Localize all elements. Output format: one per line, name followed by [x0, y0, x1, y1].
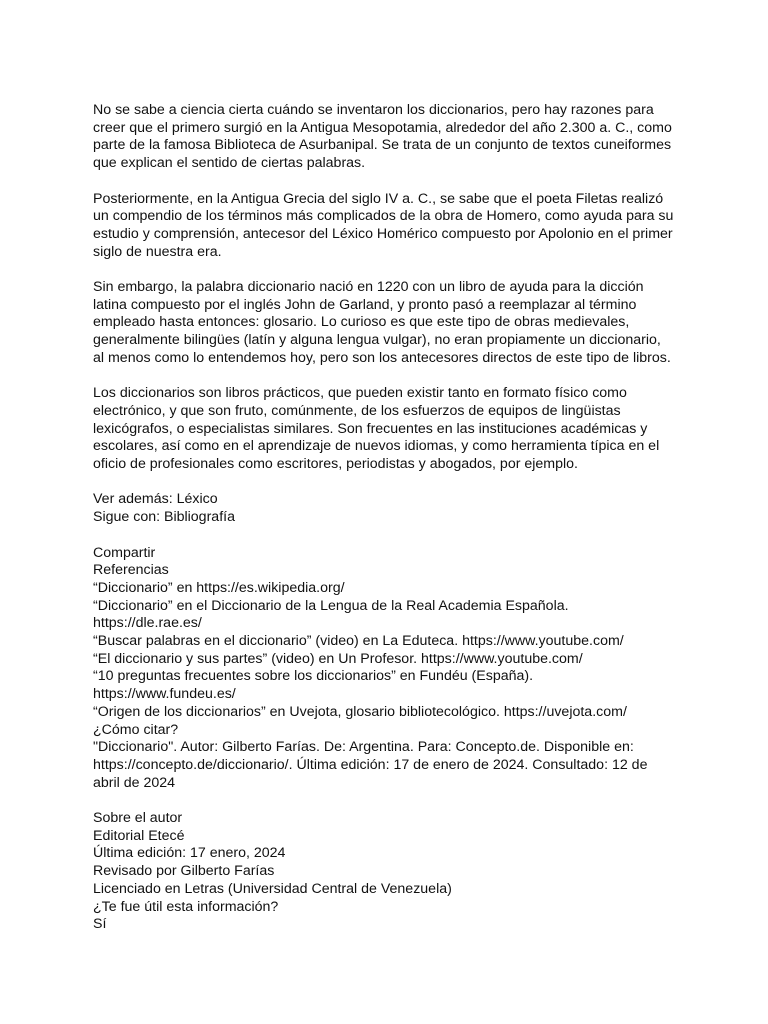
citation-text: https://concepto.de/diccionario/. Última edición: 17 de enero de 2024. Consultado: 12 de — [93, 756, 648, 773]
text-line: oficio de profesionales como escritores, periodistas y abogados, por ejemplo. — [93, 456, 579, 473]
text-line: Sin embargo, la palabra diccionario nació en 1220 con un libro de ayuda para la dicción — [93, 279, 644, 295]
reviewer-name: Revisado por Gilberto Farías — [93, 863, 275, 880]
citation-heading: ¿Cómo citar? — [93, 721, 179, 738]
last-edition-date: Última edición: 17 enero, 2024 — [93, 845, 286, 862]
share-button[interactable]: Compartir — [93, 544, 156, 561]
reference-item: “Diccionario” en https://es.wikipedia.org/ — [93, 579, 345, 596]
text-line: parte de la famosa Biblioteca de Asurbanipal. Se trata de un conjunto de textos cuneiformes — [93, 137, 672, 154]
paragraph-greece — [93, 191, 683, 262]
see-also-lexico-link[interactable]: Ver además: Léxico — [93, 491, 218, 508]
spacer — [93, 792, 683, 810]
document-page — [93, 102, 683, 934]
see-also-section — [93, 491, 683, 526]
feedback-yes-button[interactable]: Sí — [93, 916, 107, 933]
continue-bibliografia-link[interactable]: Sigue con: Bibliografía — [93, 509, 235, 526]
reference-item: “Origen de los diccionarios” en Uvejota, glosario bibliotecológico. https://uvejota.com/ — [93, 703, 627, 720]
text-line: al menos como lo entendemos hoy, pero son los antecesores directos de este tipo de libros. — [93, 349, 671, 366]
reference-item: “Diccionario” en el Diccionario de la Lengua de la Real Academia Española. — [93, 597, 569, 614]
text-line: Posteriormente, en la Antigua Grecia del siglo IV a. C., se sabe que el poeta Filetas realizó — [93, 190, 664, 207]
text-line: lexicógrafos, o especialistas similares. Son frecuentes en las instituciones académicas y — [93, 420, 648, 437]
citation-section — [93, 722, 683, 793]
paragraph-word-origin — [93, 279, 683, 368]
spacer — [93, 527, 683, 545]
paragraph-origins — [93, 102, 683, 173]
text-line: creer que el primero surgió en la Antigua Mesopotamia, alrededor del año 2.300 a. C., como — [93, 119, 672, 136]
text-line: generalmente bilingües (latín y alguna lengua vulgar), no eran propiamente un diccionario, — [93, 332, 661, 349]
reviewer-credentials: Licenciado en Letras (Universidad Central de Venezuela) — [93, 880, 452, 897]
citation-text: "Diccionario". Autor: Gilberto Farías. De: Argentina. Para: Concepto.de. Disponible en: — [93, 739, 634, 756]
text-line: Los diccionarios son libros prácticos, que pueden existir tanto en formato físico como — [93, 385, 627, 402]
reference-item: “El diccionario y sus partes” (video) en Un Profesor. https://www.youtube.com/ — [93, 650, 583, 667]
reference-item: “Buscar palabras en el diccionario” (video) en La Eduteca. https://www.youtube.com/ — [93, 633, 624, 650]
reference-item: https://dle.rae.es/ — [93, 615, 202, 632]
feedback-question: ¿Te fue útil esta información? — [93, 898, 279, 915]
text-line: siglo de nuestra era. — [93, 243, 222, 260]
references-section — [93, 545, 683, 722]
author-section — [93, 810, 683, 934]
citation-text: abril de 2024 — [93, 774, 176, 791]
text-line: que explican el sentido de ciertas palabras. — [93, 155, 366, 172]
paragraph-usage — [93, 385, 683, 474]
publisher-name: Editorial Etecé — [93, 827, 185, 844]
text-line: estudio y comprensión, antecesor del Léxico Homérico compuesto por Apolonio en el primer — [93, 225, 673, 242]
reference-item: “10 preguntas frecuentes sobre los diccionarios” en Fundéu (España). — [93, 668, 534, 685]
text-line: latina compuesto por el inglés John de Garland, y pronto pasó a reemplazar al término — [93, 296, 637, 313]
text-line: escolares, así como en el aprendizaje de nuevos idiomas, y como herramienta típica en el — [93, 438, 660, 455]
references-heading: Referencias — [93, 562, 169, 579]
text-line: un compendio de los términos más complicados de la obra de Homero, como ayuda para su — [93, 208, 674, 225]
text-line: No se sabe a ciencia cierta cuándo se inventaron los diccionarios, pero hay razones para — [93, 102, 654, 118]
article-body — [93, 102, 683, 474]
author-heading: Sobre el autor — [93, 810, 183, 827]
text-line: empleado hasta entonces: glosario. Lo curioso es que este tipo de obras medievales, — [93, 314, 630, 331]
reference-item: https://www.fundeu.es/ — [93, 686, 236, 703]
text-line: electrónico, y que son fruto, comúnmente, de los esfuerzos de equipos de lingüistas — [93, 402, 621, 419]
